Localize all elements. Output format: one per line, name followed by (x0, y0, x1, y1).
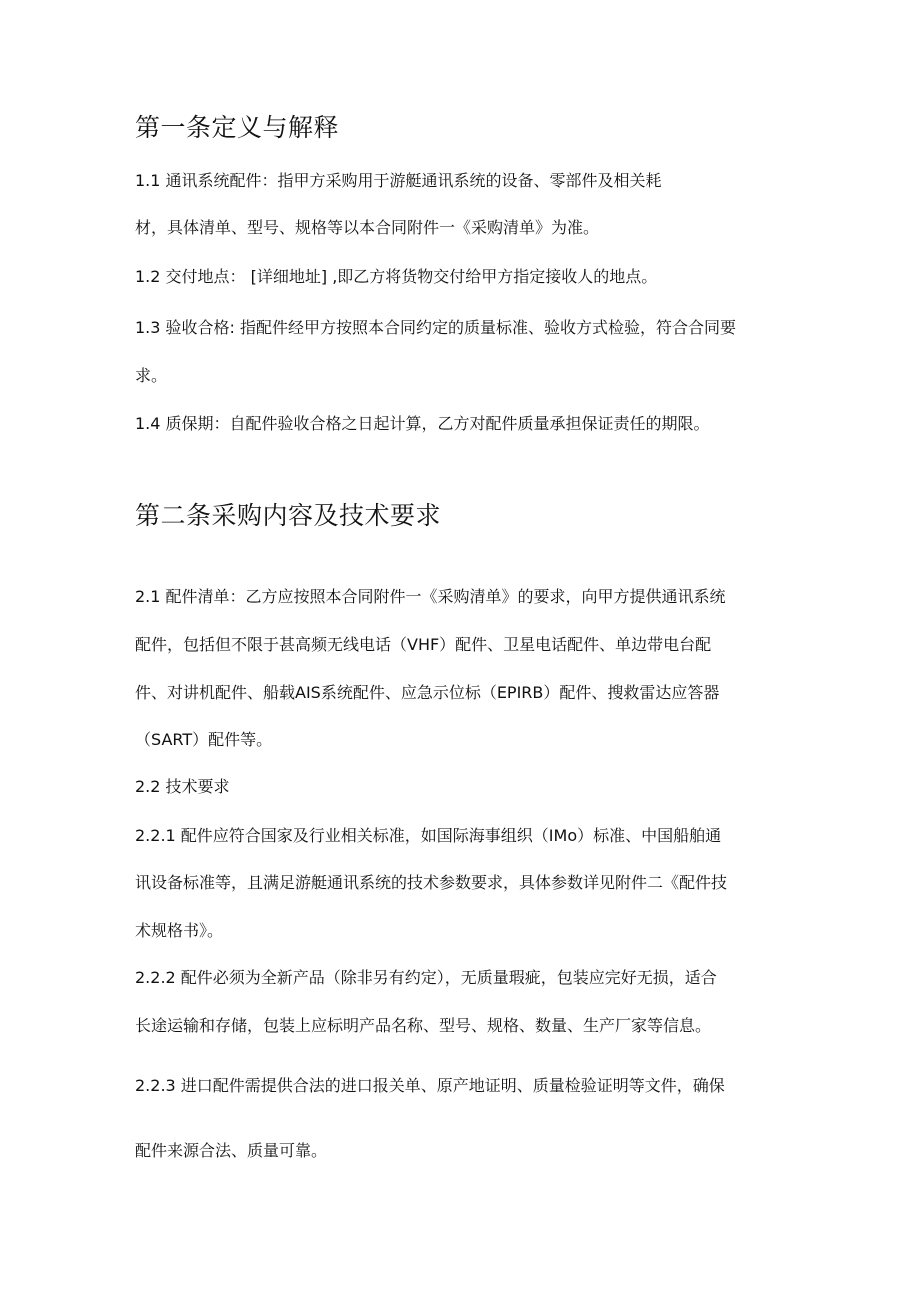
clause-1-4-line-1: 1.4 质保期：自配件验收合格之日起计算，乙方对配件质量承担保证责任的期限。 (135, 414, 710, 433)
clause-2-1-line-4: （SART）配件等。 (135, 730, 273, 749)
clause-2-2-3-line-2: 配件来源合法、质量可靠。 (135, 1141, 328, 1160)
clause-2-2-1-line-2: 讯设备标准等，且满足游艇通讯系统的技术参数要求，具体参数详见附件二《配件技 (135, 873, 728, 892)
clause-1-2-line-1: 1.2 交付地点： [详细地址] ,即乙方将货物交付给甲方指定接收人的地点。 (135, 267, 658, 286)
section-2-heading: 第二条采购内容及技术要求 (135, 501, 442, 530)
clause-1-3-line-2: 求。 (135, 366, 168, 385)
clause-2-1-line-3: 件、对讲机配件、船载AIS系统配件、应急示位标（EPIRB）配件、搜救雷达应答器 (135, 683, 720, 702)
clause-2-2-line-1: 2.2 技术要求 (135, 777, 230, 796)
clause-1-1-line-1: 1.1 通讯系统配件：指甲方采购用于游艇通讯系统的设备、零部件及相关耗 (135, 171, 662, 190)
clause-2-2-1-line-1: 2.2.1 配件应符合国家及行业相关标准，如国际海事组织（IMo）标准、中国船舶通 (135, 826, 722, 845)
clause-2-2-1-line-3: 术规格书》。 (135, 921, 224, 940)
clause-2-1-line-2: 配件，包括但不限于甚高频无线电话（VHF）配件、卫星电话配件、单边带电台配 (135, 635, 712, 654)
clause-1-3-line-1: 1.3 验收合格: 指配件经甲方按照本合同约定的质量标准、验收方式检验，符合合同要 (135, 318, 737, 337)
section-1-heading: 第一条定义与解释 (135, 113, 340, 142)
clause-2-1-line-1: 2.1 配件清单：乙方应按照本合同附件一《采购清单》的要求，向甲方提供通讯系统 (135, 587, 726, 606)
clause-2-2-2-line-2: 长途运输和存储，包装上应标明产品名称、型号、规格、数量、生产厂家等信息。 (135, 1016, 712, 1035)
clause-2-2-3-line-1: 2.2.3 进口配件需提供合法的进口报关单、原产地证明、质量检验证明等文件，确保 (135, 1076, 725, 1095)
clause-1-1-line-2: 材，具体清单、型号、规格等以本合同附件一《采购清单》为准。 (135, 218, 600, 237)
clause-2-2-2-line-1: 2.2.2 配件必须为全新产品（除非另有约定），无质量瑕疵，包装应完好无损，适合 (135, 968, 717, 987)
